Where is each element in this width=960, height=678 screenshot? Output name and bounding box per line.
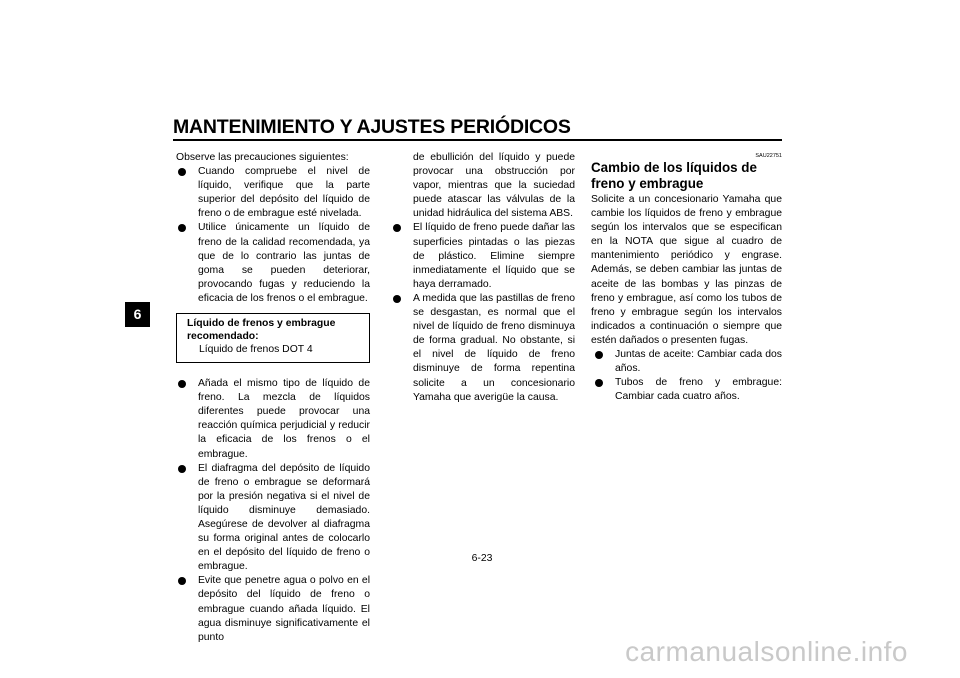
bullet-icon	[595, 379, 603, 387]
bullet-icon	[178, 224, 186, 232]
list-item: Añada el mismo tipo de líquido de freno. La mezcla de líquidos diferentes puede provocar una reacción química perjudicial y reducir la eficacia de los frenos o el embrague.	[174, 377, 370, 462]
list-item: El diafragma del depósito de líquido de freno o embrague se deformará por la presión negativa si el nivel de líquido disminuye demasiado. Asegúrese de devolver al diafragma su forma original antes de colocarlo en el depósito del líquido de freno o embrague.	[174, 462, 370, 575]
precautions-list-c	[389, 151, 575, 405]
recommended-fluid-box	[176, 313, 370, 363]
section-body: Solicite a un concesionario Yamaha que cambie los líquidos de freno y embrague según los intervalos que se especifican en la NOTA que sigue al cuadro de mantenimiento periódico y engrase. Además, se deben cambiar las juntas de aceite de las bombas y las pinzas de freno y embrague, así como los tubos de freno y embrague según los intervalos indicados a continuación o siempre que estén dañados o presenten fugas.	[591, 194, 782, 346]
intro-text: Observe las precauciones siguientes:	[176, 152, 349, 163]
page-number: 6-23	[471, 553, 493, 564]
bullet-icon	[393, 224, 401, 232]
section-title: Cambio de los líquidos de freno y embrague	[591, 160, 757, 191]
recommended-fluid-label: Líquido de frenos y embrague recomendado:	[187, 318, 336, 343]
list-item-continuation: de ebullición del líquido y puede provocar una obstrucción por vapor, mientras que la suciedad puede atascar las válvulas de la unidad hidráulica del sistema ABS.	[413, 152, 575, 220]
column-1	[174, 151, 370, 645]
bullet-icon	[595, 351, 603, 359]
column-2	[389, 151, 575, 405]
chapter-tab: 6	[125, 302, 150, 327]
bullet-icon	[393, 295, 401, 303]
list-item: Utilice únicamente un líquido de freno de la calidad recomendada, ya que de lo contrario las juntas de goma se pueden deteriorar, provocando fugas y reduciendo la eficacia de los frenos o el embrague.	[174, 221, 370, 306]
list-item: Cuando compruebe el nivel de líquido, verifique que la parte superior del depósito del líquido de freno o de embrague esté nivelada.	[174, 165, 370, 221]
list-item: A medida que las pastillas de freno se desgastan, es normal que el nivel de líquido de freno disminuya de forma gradual. No obstante, si el nivel de líquido de freno disminuye de forma repentina solicite a un concesionario Yamaha que averigüe la causa.	[389, 292, 575, 405]
section-code: SAU22751	[755, 153, 782, 159]
bullet-icon	[178, 577, 186, 585]
bullet-icon	[178, 380, 186, 388]
list-item: Evite que penetre agua o polvo en el depósito del líquido de freno o embrague cuando añada líquido. El agua disminuye significativamente el punto	[174, 574, 370, 644]
bullet-icon	[178, 168, 186, 176]
list-item: Tubos de freno y embrague: Cambiar cada cuatro años.	[591, 376, 782, 404]
list-item: Juntas de aceite: Cambiar cada dos años.	[591, 348, 782, 376]
recommended-fluid-value: Líquido de frenos DOT 4	[199, 344, 313, 356]
bullet-icon	[178, 465, 186, 473]
precautions-list-a	[174, 165, 370, 306]
page-header-title: MANTENIMIENTO Y AJUSTES PERIÓDICOS	[173, 116, 571, 138]
header-rule	[173, 139, 782, 141]
watermark: carmanualsonline.info	[625, 636, 908, 667]
replacement-interval-list	[591, 348, 782, 404]
list-item: El líquido de freno puede dañar las superficies pintadas o las piezas de plástico. Elimine siempre inmediatamente el líquido que se haya derramado.	[389, 221, 575, 291]
precautions-list-b	[174, 377, 370, 645]
column-3	[591, 151, 782, 404]
